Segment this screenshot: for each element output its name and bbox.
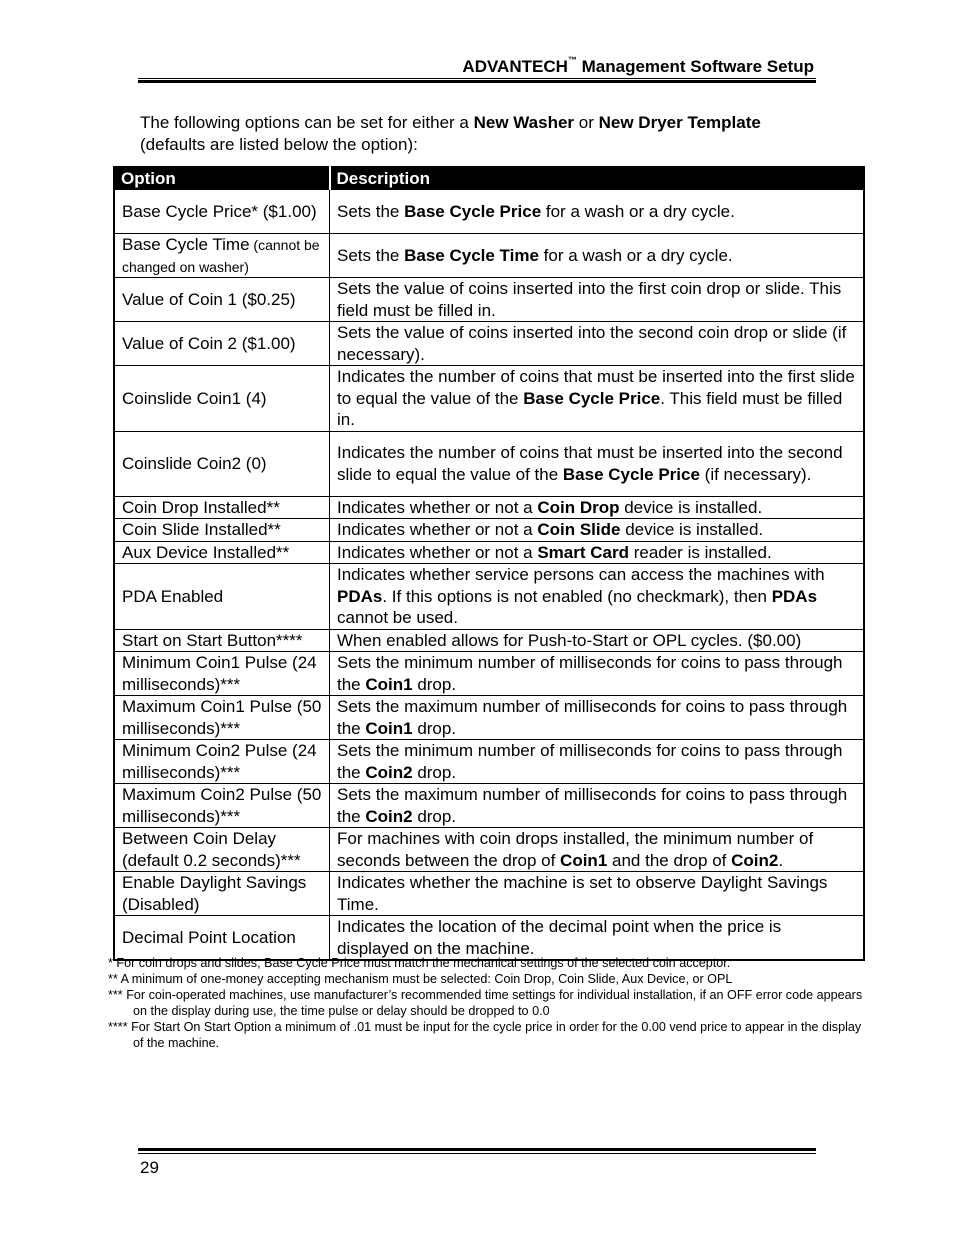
- option-label: Enable Daylight Savings (Disabled): [122, 873, 307, 914]
- option-label: Value of Coin 2 ($1.00): [122, 333, 296, 353]
- intro-new-dryer-template: New Dryer Template: [598, 113, 761, 132]
- option-label: Base Cycle Time: [122, 235, 250, 254]
- footnote: *** For coin-operated machines, use manufacturer’s recommended time settings for individual installation, if an OFF error code appears on the display during use, the time pulse or delay should be dropped to 0.0: [108, 988, 863, 1018]
- description-text: device is installed.: [619, 497, 763, 517]
- option-label: Minimum Coin1 Pulse (24 milliseconds)***: [122, 653, 317, 694]
- footnote: **** For Start On Start Option a minimum of .01 must be input for the cycle price in order for the 0.00 vend price to appear in the display of the machine.: [108, 1020, 862, 1050]
- description-text: When enabled allows for Push-to-Start or OPL cycles. ($0.00): [337, 630, 802, 650]
- option-label: Coin Drop Installed**: [122, 497, 280, 517]
- footer-rule-thin: [138, 1153, 816, 1154]
- description-bold-term: Coin Drop: [537, 497, 620, 517]
- description-text: drop.: [412, 718, 457, 738]
- description-bold-term: PDAs: [337, 586, 383, 606]
- description-text: Indicates whether or not a: [337, 542, 538, 562]
- option-label: Coinslide Coin2 (0): [122, 453, 267, 473]
- description-text: Indicates whether service persons can access the machines with: [337, 565, 825, 584]
- table-row: [114, 234, 864, 278]
- description-text: . This field must be filled in.: [337, 388, 843, 429]
- intro-text-2: or: [574, 113, 599, 132]
- description-bold-term: Base Cycle Price: [523, 388, 661, 408]
- header-rule-thin: [138, 78, 816, 79]
- trademark-symbol: ™: [567, 55, 577, 65]
- table-row: [114, 322, 864, 366]
- table-row: [114, 740, 864, 784]
- table-row: [114, 696, 864, 740]
- header-rule-thick: [138, 80, 816, 83]
- table-row: [114, 629, 864, 652]
- description-cell: [330, 190, 865, 234]
- option-cell: [114, 496, 330, 519]
- option-note: (cannot be changed on washer): [122, 237, 320, 275]
- description-bold-term: PDAs: [771, 586, 818, 606]
- option-cell: [114, 828, 330, 872]
- header-option: Option: [114, 167, 330, 190]
- description-bold-term: Base Cycle Price: [404, 201, 542, 221]
- description-text: Indicates the number of coins that must be inserted into the first slide to equal the value of the: [337, 367, 855, 408]
- description-bold-term: Base Cycle Time: [404, 245, 539, 265]
- description-cell: [330, 916, 865, 961]
- description-text: . If this options is not enabled (no checkmark), then: [382, 586, 772, 606]
- option-cell: [114, 322, 330, 366]
- option-label: Coin Slide Installed**: [122, 520, 281, 539]
- description-text: Sets the maximum number of milliseconds for coins to pass through the: [337, 785, 848, 826]
- description-cell: [330, 629, 865, 652]
- table-row: [114, 278, 864, 322]
- option-label: Decimal Point Location: [122, 927, 296, 947]
- option-label: Start on Start Button****: [122, 630, 303, 650]
- option-cell: [114, 696, 330, 740]
- options-table-body: [114, 190, 864, 961]
- description-bold-term: Coin2: [365, 762, 413, 782]
- description-text: Sets the minimum number of milliseconds for coins to pass through the: [337, 741, 843, 782]
- intro-new-washer: New Washer: [473, 113, 575, 132]
- description-text: Sets the value of coins inserted into the first coin drop or slide. This field must be filled in.: [337, 279, 842, 320]
- footer-rule-thick: [138, 1148, 816, 1151]
- description-bold-term: Coin2: [731, 850, 779, 870]
- description-text: (if necessary).: [699, 464, 812, 484]
- option-cell: [114, 541, 330, 564]
- description-cell: [330, 234, 865, 278]
- table-header-row: [114, 167, 864, 190]
- description-cell: [330, 366, 865, 432]
- description-text: Indicates the location of the decimal point when the price is displayed on the machine.: [337, 917, 782, 958]
- table-row: [114, 916, 864, 961]
- option-cell: [114, 190, 330, 234]
- options-table: [113, 166, 865, 961]
- description-text: Sets the value of coins inserted into the second coin drop or slide (if necessary).: [337, 323, 847, 364]
- description-cell: [330, 278, 865, 322]
- description-bold-term: Smart Card: [537, 542, 629, 562]
- description-text: .: [778, 850, 784, 870]
- option-cell: [114, 431, 330, 496]
- option-cell: [114, 234, 330, 278]
- description-bold-term: Coin1: [365, 674, 413, 694]
- description-cell: [330, 541, 865, 564]
- page-header-title: [462, 55, 814, 77]
- intro-paragraph: [140, 112, 780, 156]
- table-row: [114, 496, 864, 519]
- description-cell: [330, 652, 865, 696]
- description-text: drop.: [412, 674, 457, 694]
- table-row: [114, 828, 864, 872]
- description-text: reader is installed.: [628, 542, 772, 562]
- description-cell: [330, 519, 865, 542]
- table-row: [114, 652, 864, 696]
- footnotes: [108, 955, 868, 1051]
- description-text: For machines with coin drops installed, the minimum number of seconds between the drop of: [337, 829, 814, 870]
- header-title-rest: Management Software Setup: [576, 57, 814, 76]
- option-cell: [114, 564, 330, 630]
- description-text: Indicates whether the machine is set to observe Daylight Savings Time.: [337, 873, 828, 914]
- description-text: Indicates the number of coins that must be inserted into the second slide to equal the value of the: [337, 443, 843, 484]
- table-row: [114, 564, 864, 630]
- option-label: Base Cycle Price* ($1.00): [122, 201, 317, 221]
- description-bold-term: Coin1: [365, 718, 413, 738]
- description-text: drop.: [412, 806, 457, 826]
- brand-name: ADVANTECH: [462, 57, 568, 76]
- header-description: Description: [330, 167, 865, 190]
- description-text: Indicates whether or not a: [337, 497, 538, 517]
- option-label: PDA Enabled: [122, 586, 224, 606]
- option-cell: [114, 629, 330, 652]
- table-row: [114, 541, 864, 564]
- footnote: ** A minimum of one-money accepting mechanism must be selected: Coin Drop, Coin Slide, Aux Device, or OPL: [108, 972, 733, 986]
- description-cell: [330, 564, 865, 630]
- description-cell: [330, 322, 865, 366]
- description-text: Sets the minimum number of milliseconds for coins to pass through the: [337, 653, 843, 694]
- table-row: [114, 519, 864, 542]
- option-cell: [114, 740, 330, 784]
- option-cell: [114, 784, 330, 828]
- intro-text-3: (defaults are listed below the option):: [140, 135, 418, 154]
- description-bold-term: Base Cycle Price: [562, 464, 700, 484]
- description-cell: [330, 872, 865, 916]
- description-cell: [330, 740, 865, 784]
- description-text: Sets the: [337, 245, 405, 265]
- description-bold-term: Coin2: [365, 806, 413, 826]
- description-cell: [330, 828, 865, 872]
- intro-text-1: The following options can be set for either a: [140, 113, 474, 132]
- option-label: Value of Coin 1 ($0.25): [122, 289, 296, 309]
- description-text: Sets the maximum number of milliseconds for coins to pass through the: [337, 697, 848, 738]
- description-text: for a wash or a dry cycle.: [538, 245, 733, 265]
- option-cell: [114, 519, 330, 542]
- description-cell: [330, 496, 865, 519]
- table-row: [114, 431, 864, 496]
- description-cell: [330, 784, 865, 828]
- footnote: * For coin drops and slides, Base Cycle Price must match the mechanical settings of the selected coin acceptor.: [108, 956, 731, 970]
- option-cell: [114, 278, 330, 322]
- description-text: device is installed.: [620, 520, 764, 539]
- option-label: Minimum Coin2 Pulse (24 milliseconds)***: [122, 741, 317, 782]
- option-label: Maximum Coin2 Pulse (50 milliseconds)***: [122, 785, 322, 826]
- description-text: Indicates whether or not a: [337, 520, 538, 539]
- description-text: cannot be used.: [337, 608, 458, 627]
- table-row: [114, 872, 864, 916]
- option-cell: [114, 652, 330, 696]
- description-text: and the drop of: [607, 850, 732, 870]
- description-bold-term: Coin1: [560, 850, 608, 870]
- option-label: Between Coin Delay (default 0.2 seconds)***: [122, 829, 301, 870]
- option-label: Coinslide Coin1 (4): [122, 388, 267, 408]
- option-label: Aux Device Installed**: [122, 542, 290, 562]
- description-text: for a wash or a dry cycle.: [541, 201, 735, 221]
- description-cell: [330, 431, 865, 496]
- option-cell: [114, 872, 330, 916]
- option-cell: [114, 916, 330, 961]
- table-row: [114, 366, 864, 432]
- description-text: Sets the: [337, 201, 405, 221]
- description-cell: [330, 696, 865, 740]
- page-number: 29: [140, 1158, 159, 1177]
- option-cell: [114, 366, 330, 432]
- description-bold-term: Coin Slide: [537, 520, 621, 539]
- table-row: [114, 190, 864, 234]
- table-row: [114, 784, 864, 828]
- description-text: drop.: [412, 762, 457, 782]
- option-label: Maximum Coin1 Pulse (50 milliseconds)***: [122, 697, 322, 738]
